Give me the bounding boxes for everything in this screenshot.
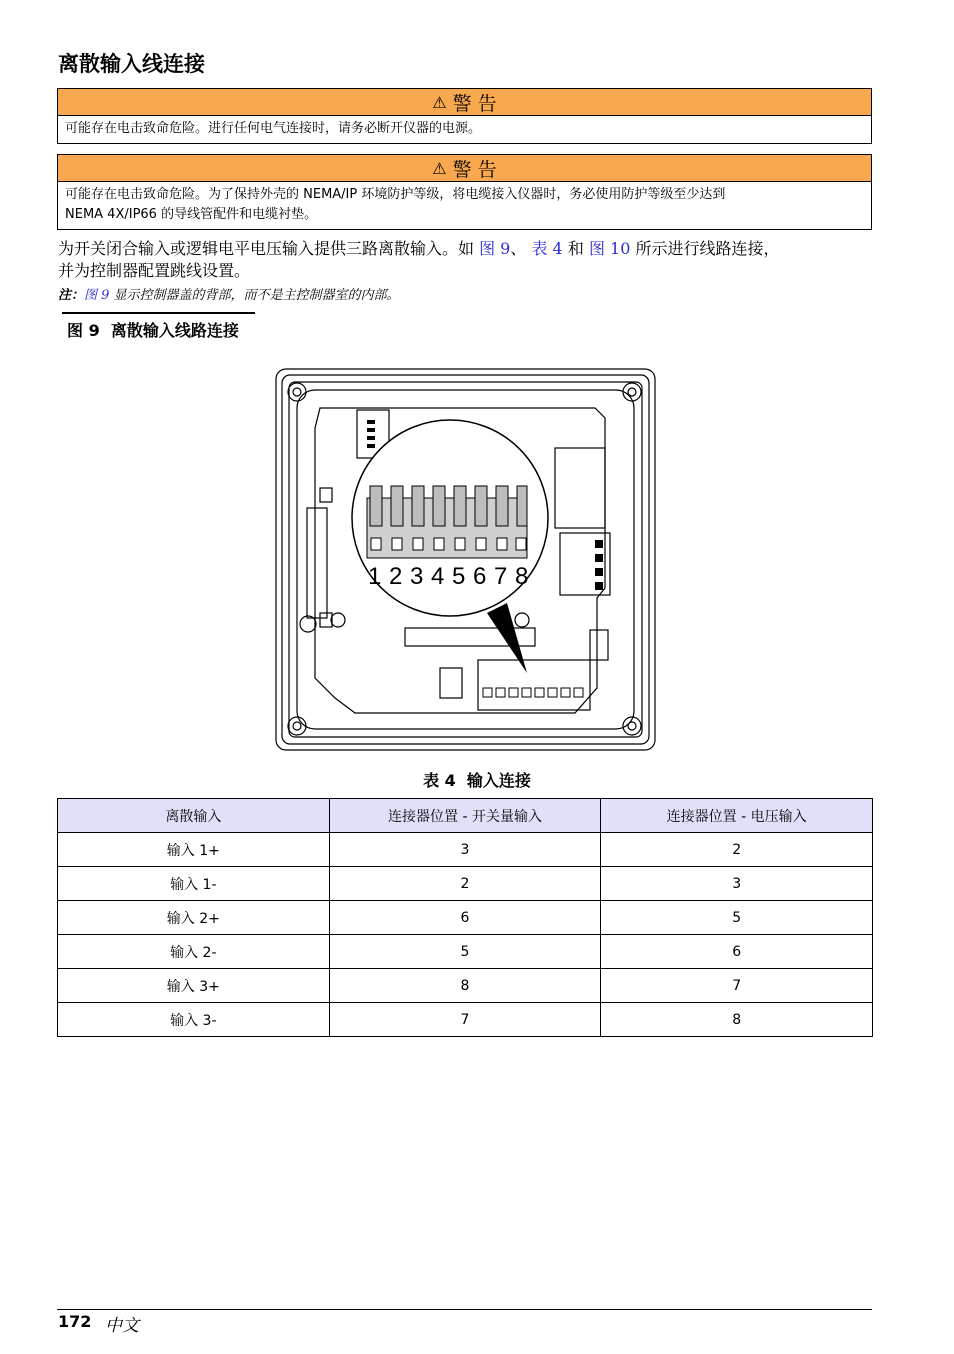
table-cell: 3 [329, 833, 601, 867]
table-cell: 8 [601, 1003, 873, 1037]
note-text: 显示控制器盖的背部，而不是主控制器室的内部。 [109, 288, 400, 303]
warning-box-1 [57, 88, 872, 144]
figure-rule [62, 312, 255, 314]
figure-caption [67, 318, 239, 341]
table-cell: 2 [329, 867, 601, 901]
paragraph-text: 并为控制器配置跳线设置。 [58, 261, 251, 280]
column-header: 离散输入 [58, 799, 330, 833]
figure-number: 图 9 [67, 321, 100, 340]
figure-link[interactable]: 图 10 [588, 239, 631, 258]
table-cell: 5 [329, 935, 601, 969]
table-cell: 5 [601, 901, 873, 935]
table-cell: 6 [329, 901, 601, 935]
paragraph-text: 和 [562, 239, 589, 258]
input-connection-table [57, 798, 873, 1037]
page-number: 172 [58, 1312, 92, 1331]
table-row [58, 867, 873, 901]
warning-header [58, 155, 871, 182]
figure-link[interactable]: 图 9 [479, 239, 511, 258]
table-header-row [58, 799, 873, 833]
terminal-number: 1 [368, 563, 382, 590]
table-cell: 输入 2- [58, 935, 330, 969]
table-row [58, 901, 873, 935]
section-title: 离散输入线连接 [58, 52, 205, 76]
intro-paragraph [58, 238, 873, 282]
warning-text-line: NEMA 4X/IP66 的导线管配件和电缆衬垫。 [65, 207, 318, 222]
warning-header [58, 89, 871, 116]
terminal-number: 3 [410, 563, 424, 590]
table-caption [0, 768, 954, 791]
terminal-number: 4 [431, 563, 445, 590]
terminal-number: 7 [494, 563, 508, 590]
warning-text: 可能存在电击致命危险。进行任何电气连接时，请务必断开仪器的电源。 [65, 121, 482, 136]
table-row [58, 1003, 873, 1037]
paragraph-text: 、 [510, 239, 532, 258]
warning-label: 警 告 [452, 92, 497, 115]
table-cell: 输入 3+ [58, 969, 330, 1003]
column-header: 连接器位置 - 电压输入 [601, 799, 873, 833]
table-title: 输入连接 [466, 771, 531, 790]
note-prefix: 注： [58, 288, 85, 303]
footer-rule [57, 1309, 872, 1310]
table-cell: 7 [601, 969, 873, 1003]
table-cell: 输入 3- [58, 1003, 330, 1037]
warning-text-line: 可能存在电击致命危险。为了保持外壳的 NEMA/IP 环境防护等级，将电缆接入仪器时，务必使用防护等级至少达到 [65, 187, 726, 202]
paragraph-text: 为开关闭合输入或逻辑电平电压输入提供三路离散输入。如 [58, 239, 480, 258]
terminal-number: 5 [452, 563, 466, 590]
table-row [58, 935, 873, 969]
warning-box-2 [57, 154, 872, 230]
table-cell: 7 [329, 1003, 601, 1037]
table-link[interactable]: 表 4 [531, 239, 563, 258]
warning-triangle-icon: ⚠ [432, 158, 447, 178]
table-cell: 输入 1- [58, 867, 330, 901]
terminal-number: 2 [389, 563, 403, 590]
table-row [58, 969, 873, 1003]
footer-language: 中文 [105, 1316, 139, 1336]
table-cell: 输入 2+ [58, 901, 330, 935]
table-number: 表 4 [423, 771, 456, 790]
table-cell: 8 [329, 969, 601, 1003]
table-cell: 输入 1+ [58, 833, 330, 867]
warning-label: 警 告 [452, 158, 497, 181]
figure-title: 离散输入线路连接 [110, 321, 239, 340]
note [58, 284, 400, 303]
table-cell: 3 [601, 867, 873, 901]
terminal-number: 6 [473, 563, 487, 590]
terminal-number: 8 [515, 563, 529, 590]
table-cell: 6 [601, 935, 873, 969]
figure-link[interactable]: 图 9 [84, 288, 110, 303]
table-cell: 2 [601, 833, 873, 867]
column-header: 连接器位置 - 开关量输入 [329, 799, 601, 833]
warning-triangle-icon: ⚠ [432, 92, 447, 112]
paragraph-text: 所示进行线路连接， [630, 239, 780, 258]
warning-text [58, 182, 871, 229]
wiring-diagram [275, 368, 656, 751]
table-row [58, 833, 873, 867]
